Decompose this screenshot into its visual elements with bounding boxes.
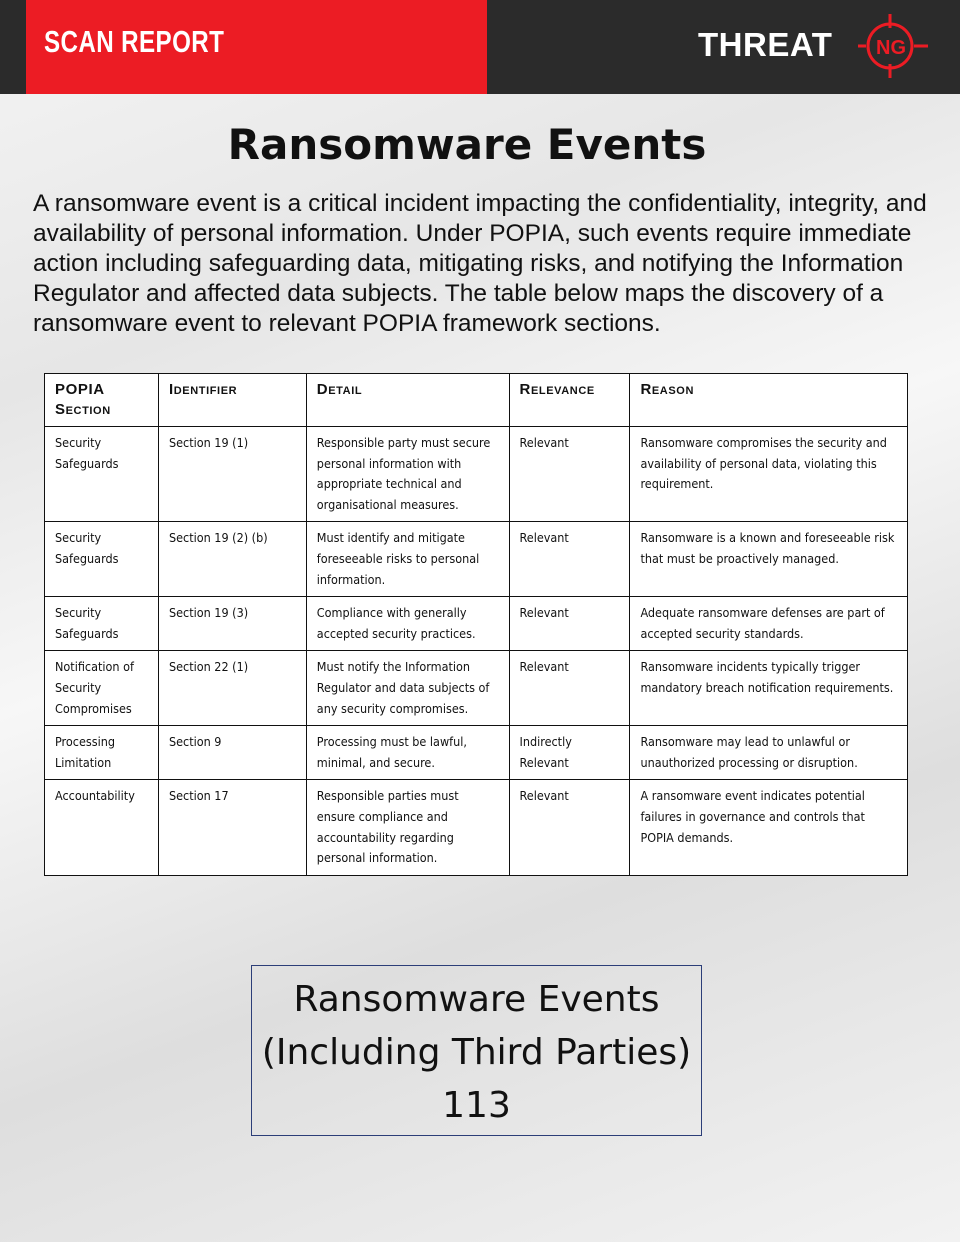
detail-cell: Responsible parties must ensure compliance and accountability regarding personal information. — [306, 780, 509, 875]
relevance-cell: Relevant — [509, 427, 630, 522]
column-header: Identifier — [158, 374, 306, 427]
identifier-cell: Section 19 (1) — [158, 427, 306, 522]
reason-cell: A ransomware event indicates potential failures in governance and controls that POPIA demands. — [630, 780, 908, 875]
count-box-subtitle: (Including Third Parties) — [261, 1032, 692, 1073]
logo-badge: NG — [876, 37, 906, 59]
section-cell: Security Safeguards — [45, 522, 159, 597]
ransomware-count-value: 113 — [442, 1085, 511, 1126]
reason-cell: Ransomware may lead to unlawful or unauthorized processing or disruption. — [630, 726, 908, 780]
detail-cell: Must notify the Information Regulator and data subjects of any security compromises. — [306, 651, 509, 726]
count-box-title: Ransomware Events — [293, 979, 660, 1020]
reason-cell: Ransomware compromises the security and availability of personal data, violating this requirement. — [630, 427, 908, 522]
reason-cell: Adequate ransomware defenses are part of accepted security standards. — [630, 597, 908, 651]
logo-text: THREAT — [698, 26, 833, 63]
identifier-cell: Section 19 (3) — [158, 597, 306, 651]
ransomware-count-box — [251, 965, 702, 1136]
column-header: Reason — [630, 374, 908, 427]
table-row — [45, 651, 908, 726]
relevance-cell: Relevant — [509, 597, 630, 651]
detail-cell: Responsible party must secure personal information with appropriate technical and organisational measures. — [306, 427, 509, 522]
identifier-cell: Section 19 (2) (b) — [158, 522, 306, 597]
page-title: Ransomware Events — [227, 120, 707, 169]
reason-cell: Ransomware incidents typically trigger mandatory breach notification requirements. — [630, 651, 908, 726]
threatng-logo — [698, 14, 938, 78]
table-row — [45, 780, 908, 875]
detail-cell: Must identify and mitigate foreseeable risks to personal information. — [306, 522, 509, 597]
identifier-cell: Section 22 (1) — [158, 651, 306, 726]
column-header: POPIA Section — [45, 374, 159, 427]
detail-cell: Processing must be lawful, minimal, and secure. — [306, 726, 509, 780]
section-cell: Processing Limitation — [45, 726, 159, 780]
report-type-label: SCAN REPORT — [44, 24, 225, 59]
detail-cell: Compliance with generally accepted security practices. — [306, 597, 509, 651]
table-row — [45, 726, 908, 780]
table-row — [45, 427, 908, 522]
table-header-row — [45, 374, 908, 427]
report-header — [0, 0, 960, 94]
section-cell: Notification of Security Compromises — [45, 651, 159, 726]
section-cell: Security Safeguards — [45, 597, 159, 651]
identifier-cell: Section 17 — [158, 780, 306, 875]
column-header: Detail — [306, 374, 509, 427]
identifier-cell: Section 9 — [158, 726, 306, 780]
relevance-cell: Relevant — [509, 780, 630, 875]
crosshair-icon — [858, 14, 930, 78]
column-header: Relevance — [509, 374, 630, 427]
table-row — [45, 597, 908, 651]
intro-paragraph: A ransomware event is a critical incident impacting the confidentiality, integrity, and availability of personal information. Under POPIA, such events require immediate action including safeguarding data, mitigating risks, and notifying the Information Regulator and affected data subjects. The table below maps the discovery of a ransomware event to relevant POPIA framework sections. — [33, 190, 927, 337]
section-cell: Security Safeguards — [45, 427, 159, 522]
section-cell: Accountability — [45, 780, 159, 875]
table-row — [45, 522, 908, 597]
popia-mapping-table — [44, 373, 908, 876]
relevance-cell: Relevant — [509, 651, 630, 726]
relevance-cell: Indirectly Relevant — [509, 726, 630, 780]
relevance-cell: Relevant — [509, 522, 630, 597]
reason-cell: Ransomware is a known and foreseeable risk that must be proactively managed. — [630, 522, 908, 597]
